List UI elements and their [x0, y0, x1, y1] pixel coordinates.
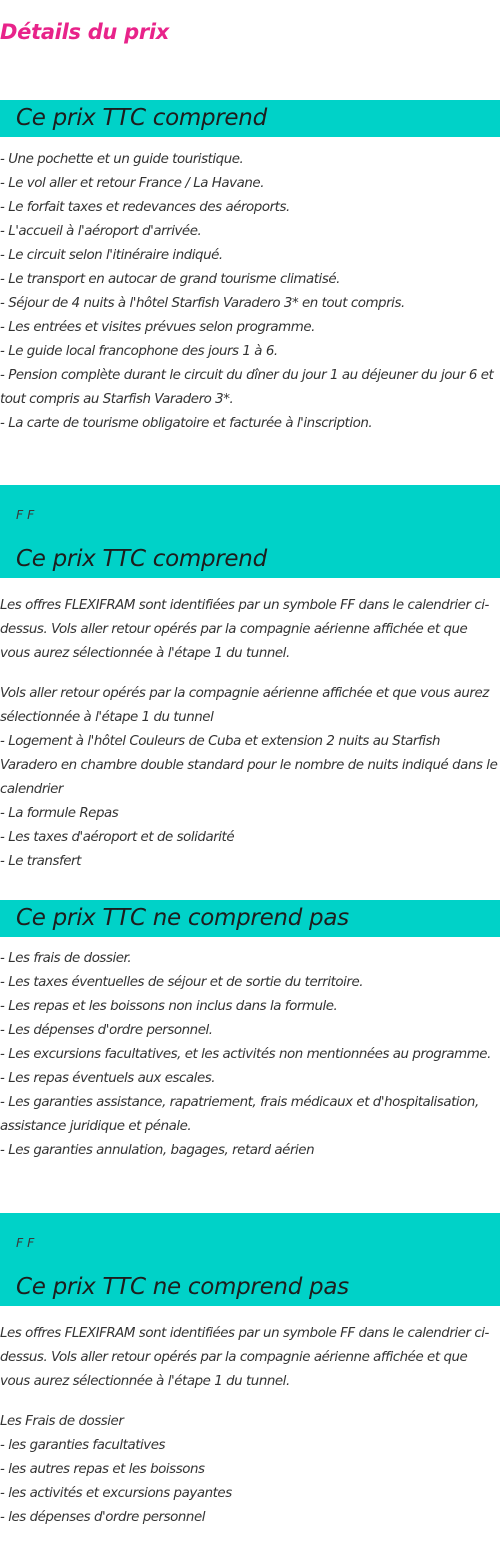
- excluded-heading: Ce prix TTC ne comprend pas: [16, 905, 349, 931]
- list-item: - La formule Repas: [0, 806, 119, 821]
- list-item: - Les garanties annulation, bagages, retard aérien: [0, 1143, 315, 1158]
- list-item: - Les garanties assistance, rapatriement, frais médicaux et d'hospitalisation, assistance juridique et pénale.: [0, 1095, 479, 1134]
- list-item: - Le forfait taxes et redevances des aéroports.: [0, 200, 290, 215]
- page-title: Détails du prix: [0, 20, 170, 44]
- ff-excluded-heading: Ce prix TTC ne comprend pas: [16, 1274, 349, 1300]
- list-item: - les garanties facultatives: [0, 1438, 166, 1453]
- ff-excluded-section: [0, 1213, 500, 1530]
- included-header-band: [0, 100, 500, 137]
- list-item: - les autres repas et les boissons: [0, 1462, 205, 1477]
- list-item: Les Frais de dossier: [0, 1414, 124, 1429]
- ff-excluded-intro: Les offres FLEXIFRAM sont identifiées par un symbole FF dans le calendrier ci-dessus. Vols aller retour opérés par la compagnie aérienne affichée et que vous aurez sélectionnée à l'étape 1 du tunnel.: [0, 1326, 489, 1389]
- list-item: - L'accueil à l'aéroport d'arrivée.: [0, 224, 202, 239]
- ff-included-list: [0, 682, 500, 874]
- ff-included-section: [0, 485, 500, 874]
- list-item: - les dépenses d'ordre personnel: [0, 1510, 206, 1525]
- excluded-list: [0, 947, 500, 1163]
- included-section: [0, 100, 500, 436]
- ff-excluded-header-band: [0, 1213, 500, 1306]
- list-item: - Le circuit selon l'itinéraire indiqué.: [0, 248, 223, 263]
- list-item: - les activités et excursions payantes: [0, 1486, 232, 1501]
- list-item: - Les repas éventuels aux escales.: [0, 1071, 216, 1086]
- list-item: - Les dépenses d'ordre personnel.: [0, 1023, 213, 1038]
- list-item: - Logement à l'hôtel Couleurs de Cuba et extension 2 nuits au Starfish Varadero en chambre double standard pour le nombre de nuits indiqué dans le calendrier: [0, 734, 498, 797]
- excluded-header-band: [0, 900, 500, 937]
- list-item: - Les frais de dossier.: [0, 951, 132, 966]
- list-item: - Séjour de 4 nuits à l'hôtel Starfish Varadero 3* en tout compris.: [0, 296, 405, 311]
- ff-label: F F: [16, 507, 35, 522]
- list-item: - Le guide local francophone des jours 1 à 6.: [0, 344, 278, 359]
- list-item: - Une pochette et un guide touristique.: [0, 152, 244, 167]
- list-item: Vols aller retour opérés par la compagnie aérienne affichée et que vous aurez sélectionnée à l'étape 1 du tunnel: [0, 686, 489, 725]
- list-item: - Le transfert: [0, 854, 81, 869]
- list-item: - Le vol aller et retour France / La Havane.: [0, 176, 264, 191]
- list-item: - Les taxes éventuelles de séjour et de sortie du territoire.: [0, 975, 364, 990]
- list-item: - La carte de tourisme obligatoire et facturée à l'inscription.: [0, 416, 373, 431]
- ff-included-intro: Les offres FLEXIFRAM sont identifiées par un symbole FF dans le calendrier ci-dessus. Vols aller retour opérés par la compagnie aérienne affichée et que vous aurez sélectionnée à l'étape 1 du tunnel.: [0, 598, 489, 661]
- list-item: - Pension complète durant le circuit du dîner du jour 1 au déjeuner du jour 6 et tout compris au Starfish Varadero 3*.: [0, 368, 494, 407]
- list-item: - Les repas et les boissons non inclus dans la formule.: [0, 999, 338, 1014]
- list-item: - Les excursions facultatives, et les activités non mentionnées au programme.: [0, 1047, 491, 1062]
- ff-included-header-band: [0, 485, 500, 578]
- list-item: - Les entrées et visites prévues selon programme.: [0, 320, 315, 335]
- list-item: - Les taxes d'aéroport et de solidarité: [0, 830, 235, 845]
- ff-label: F F: [16, 1235, 35, 1250]
- ff-included-heading: Ce prix TTC comprend: [16, 546, 267, 572]
- list-item: - Le transport en autocar de grand tourisme climatisé.: [0, 272, 340, 287]
- included-heading: Ce prix TTC comprend: [16, 105, 267, 131]
- excluded-section: [0, 900, 500, 1163]
- ff-excluded-list: [0, 1410, 500, 1530]
- included-list: [0, 148, 500, 436]
